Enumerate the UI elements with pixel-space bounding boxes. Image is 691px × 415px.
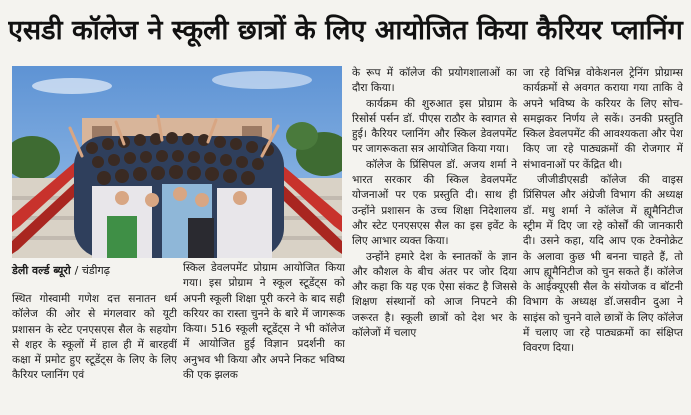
news-photo (12, 66, 342, 258)
paragraph: उन्होंने हमारे देश के स्नातकों के ज्ञान और कौशल के बीच अंतर पर जोर दिया और कहा कि यह एक ऐसा संकट है जिससे शिक्षण संस्थानों को आज निपटने की जरूरत है। स्कूली छात्रों को देश भर के कॉलेजों में चलाए (352, 250, 517, 340)
headline: एसडी कॉलेज ने स्कूली छात्रों के लिए आयोजित किया कैरियर प्लानिंग (8, 15, 683, 46)
article-column-4 (523, 66, 683, 407)
byline-place: चंडीगढ़ (81, 264, 110, 277)
article-column-1 (12, 292, 177, 407)
byline (12, 262, 184, 280)
paragraph: जीजीडीएसडी कॉलेज की वाइस प्रिंसिपल और अंग्रेजी विभाग की अध्यक्ष डॉ. मधु शर्मा ने कॉलेज में ह्यूमैनिटीज स्ट्रीम में दिए जा रहे कोर्सों की जानकारी दी। उसने कहा, यदि आप एक टेक्नोक्रेट के अलावा कुछ भी बनना चाहते हैं, तो आप ह्यूमैनिटीज को चुन सकते हैं। कॉलेज के आईक्यूएसी सैल के संयोजक व बॉटनी विभाग के अध्यक्ष डॉ.जसवीन दुआ ने साइंस को चुनने वाले छात्रों के लिए कॉलेज में चलाए जा रहे पाठ्यक्रमों का संक्षिप्त विवरण दिया। (523, 174, 683, 355)
article-column-2 (183, 261, 345, 407)
paragraph: कार्यक्रम की शुरुआत इस प्रोग्राम के रिसोर्स पर्सन डॉ. पीएस राठौर के स्वागत से हुई। कैरियर प्लानिंग और स्किल डेवलपमेंट पर जागरूकता सत्र आयोजित किया गया। (352, 97, 517, 156)
paragraph: स्थित गोस्वामी गणेश दत्त सनातन धर्म कॉलेज की ओर से मंगलवार को यूटी प्रशासन के स्टेट एनएसएस सैल के सहयोग से शहर के स्कूलों में हाल ही में बारहवीं कक्षा में प्रमोट हुए स्टूडेंट्स के लिए के लिए कैरियर प्लानिंग एवं (12, 293, 177, 382)
paragraph: जा रहे विभिन्न वोकेशनल ट्रेनिंग प्रोग्राम्स कार्यक्रमों से अवगत कराया गया ताकि वे अपने भविष्य के करियर के लिए सोच-समझकर निर्णय ले सकें। उनकी प्रस्तुति स्किल डेवलपमेंट की आवश्यकता और पेश किए जा रहे पाठ्यक्रमों की रोजगार में संभावनाओं पर केंद्रित थी। (523, 67, 683, 171)
paragraph: कॉलेज के प्रिंसिपल डॉ. अजय शर्मा ने भारत सरकार की स्किल डेवलपमेंट योजनाओं पर एक प्रस्तुति दी। साथ ही उन्होंने प्रशासन के उच्च शिक्षा निदेशालय और स्टेट एनएसएस सैल का इस इवेंट के लिए आभार व्यक्त किया। (352, 158, 517, 248)
paragraph: स्किल डेवलपमेंट प्रोग्राम आयोजित किया गया। इस प्रोग्राम ने स्कूल स्टूडेंट्स को अपनी स्कूली शिक्षा पूरी करने के बाद सही करियर का रास्ता चुनने के बारे में जागरूक किया। 516 स्कूली स्टूडेंट्स ने भी कॉलेज में आयोजित हुई विज्ञान प्रदर्शनी का अनुभव भी किया और अपने निकट भविष्य की एक झलक (183, 262, 345, 382)
byline-separator: / (74, 264, 82, 277)
byline-source: डेली वर्ल्ड ब्यूरो (12, 264, 71, 277)
paragraph: के रूप में कॉलेज की प्रयोगशालाओं का दौरा किया। (352, 67, 517, 95)
article-column-3 (352, 66, 517, 407)
